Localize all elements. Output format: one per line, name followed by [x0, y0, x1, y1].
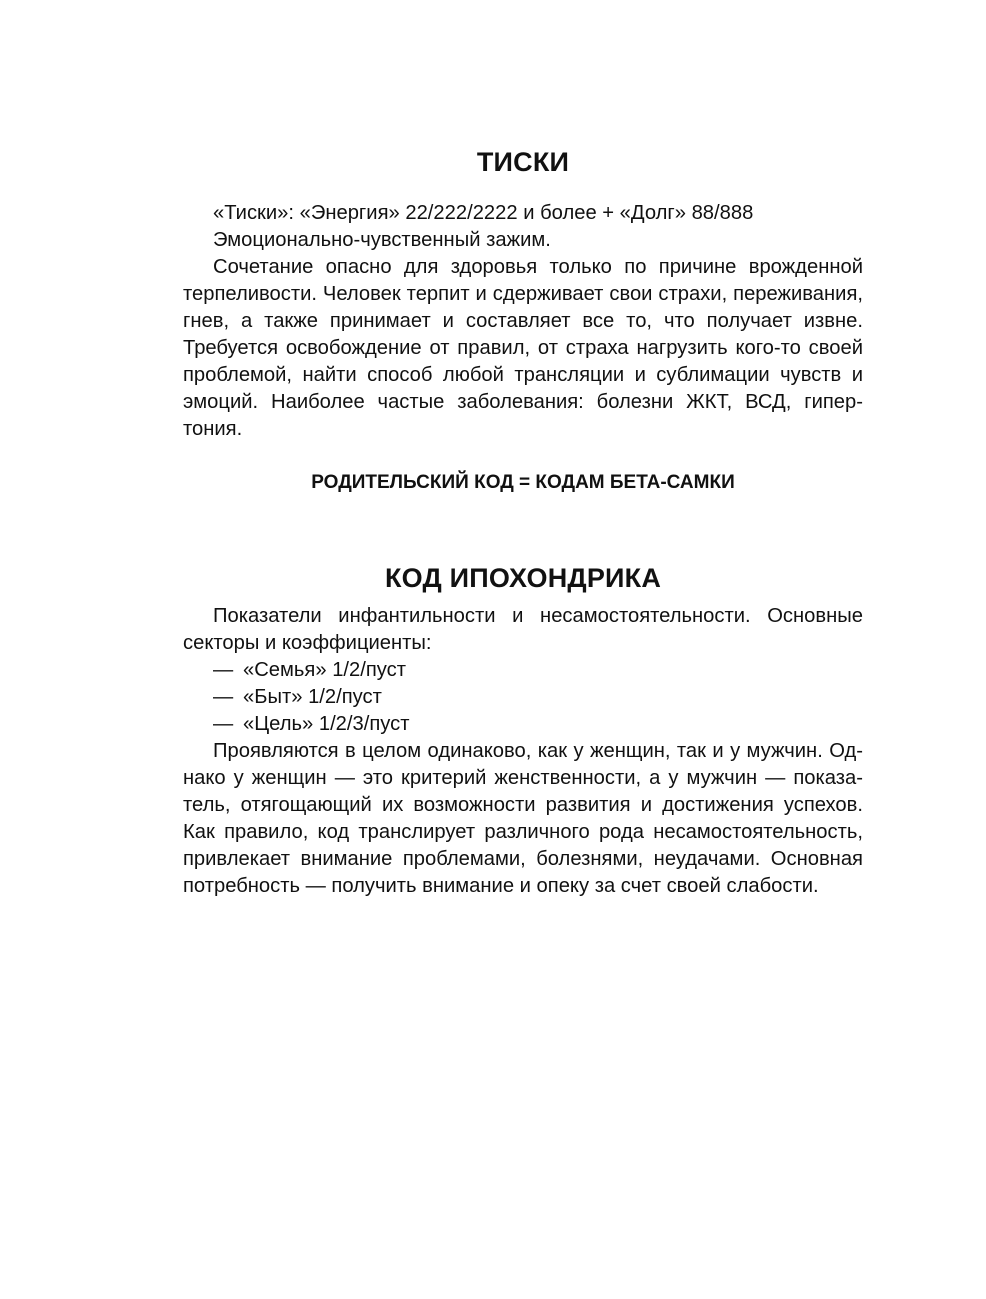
section-body-tiski	[183, 200, 863, 443]
list-item	[183, 684, 863, 711]
list-dash: —	[213, 659, 234, 681]
description-line: Эмоционально-чувственный зажим.	[213, 229, 551, 251]
list-item-text: «Цель» 1/2/3/пуст	[243, 713, 410, 735]
sectors-list	[183, 657, 863, 738]
list-item	[183, 657, 863, 684]
body-paragraph: Проявляются в целом одинаково, как у женщин, так и у мужчин. Однако у женщин — это критерий женственности, а у мужчин — показатель, отягощающий их возможности развития и достижения успехов. Как правило, код транслирует различного рода несамостоятельность, привлекает внимание проблемами, болезнями, неудачами. Основная потребность — получить внимание и опеку за счет своей слабости.	[183, 740, 863, 897]
section-title-tiski: ТИСКИ	[476, 147, 570, 177]
list-dash: —	[213, 686, 234, 708]
body-paragraph: Сочетание опасно для здоровья только по причине врожденной терпеливости. Человек терпит и сдерживает свои страхи, переживания, гнев, а также принимает и составляет все то, что получает извне. Требуется освобождение от правил, от страха нагрузить кого-то своей проблемой, найти способ любой трансляции и сублимации чувств и эмоций. Наиболее частые заболевания: болезни ЖКТ, ВСД, гипертония.	[183, 256, 863, 440]
section-title-hypochondriac-code: КОД ИПОХОНДРИКА	[384, 563, 662, 593]
section-body-hypochondriac-code	[183, 603, 863, 900]
list-item-text: «Быт» 1/2/пуст	[243, 686, 382, 708]
formula-line: «Тиски»: «Энергия» 22/222/2222 и более + «Долг» 88/888	[213, 202, 754, 224]
list-item-text: «Семья» 1/2/пуст	[243, 659, 407, 681]
list-dash: —	[213, 713, 234, 735]
parental-code-heading: РОДИТЕЛЬСКИЙ КОД = КОДАМ БЕТА-САМКИ	[311, 472, 735, 493]
intro-paragraph: Показатели инфантильности и несамостоятельности. Основные секторы и коэффициенты:	[183, 605, 863, 654]
list-item	[183, 711, 863, 738]
